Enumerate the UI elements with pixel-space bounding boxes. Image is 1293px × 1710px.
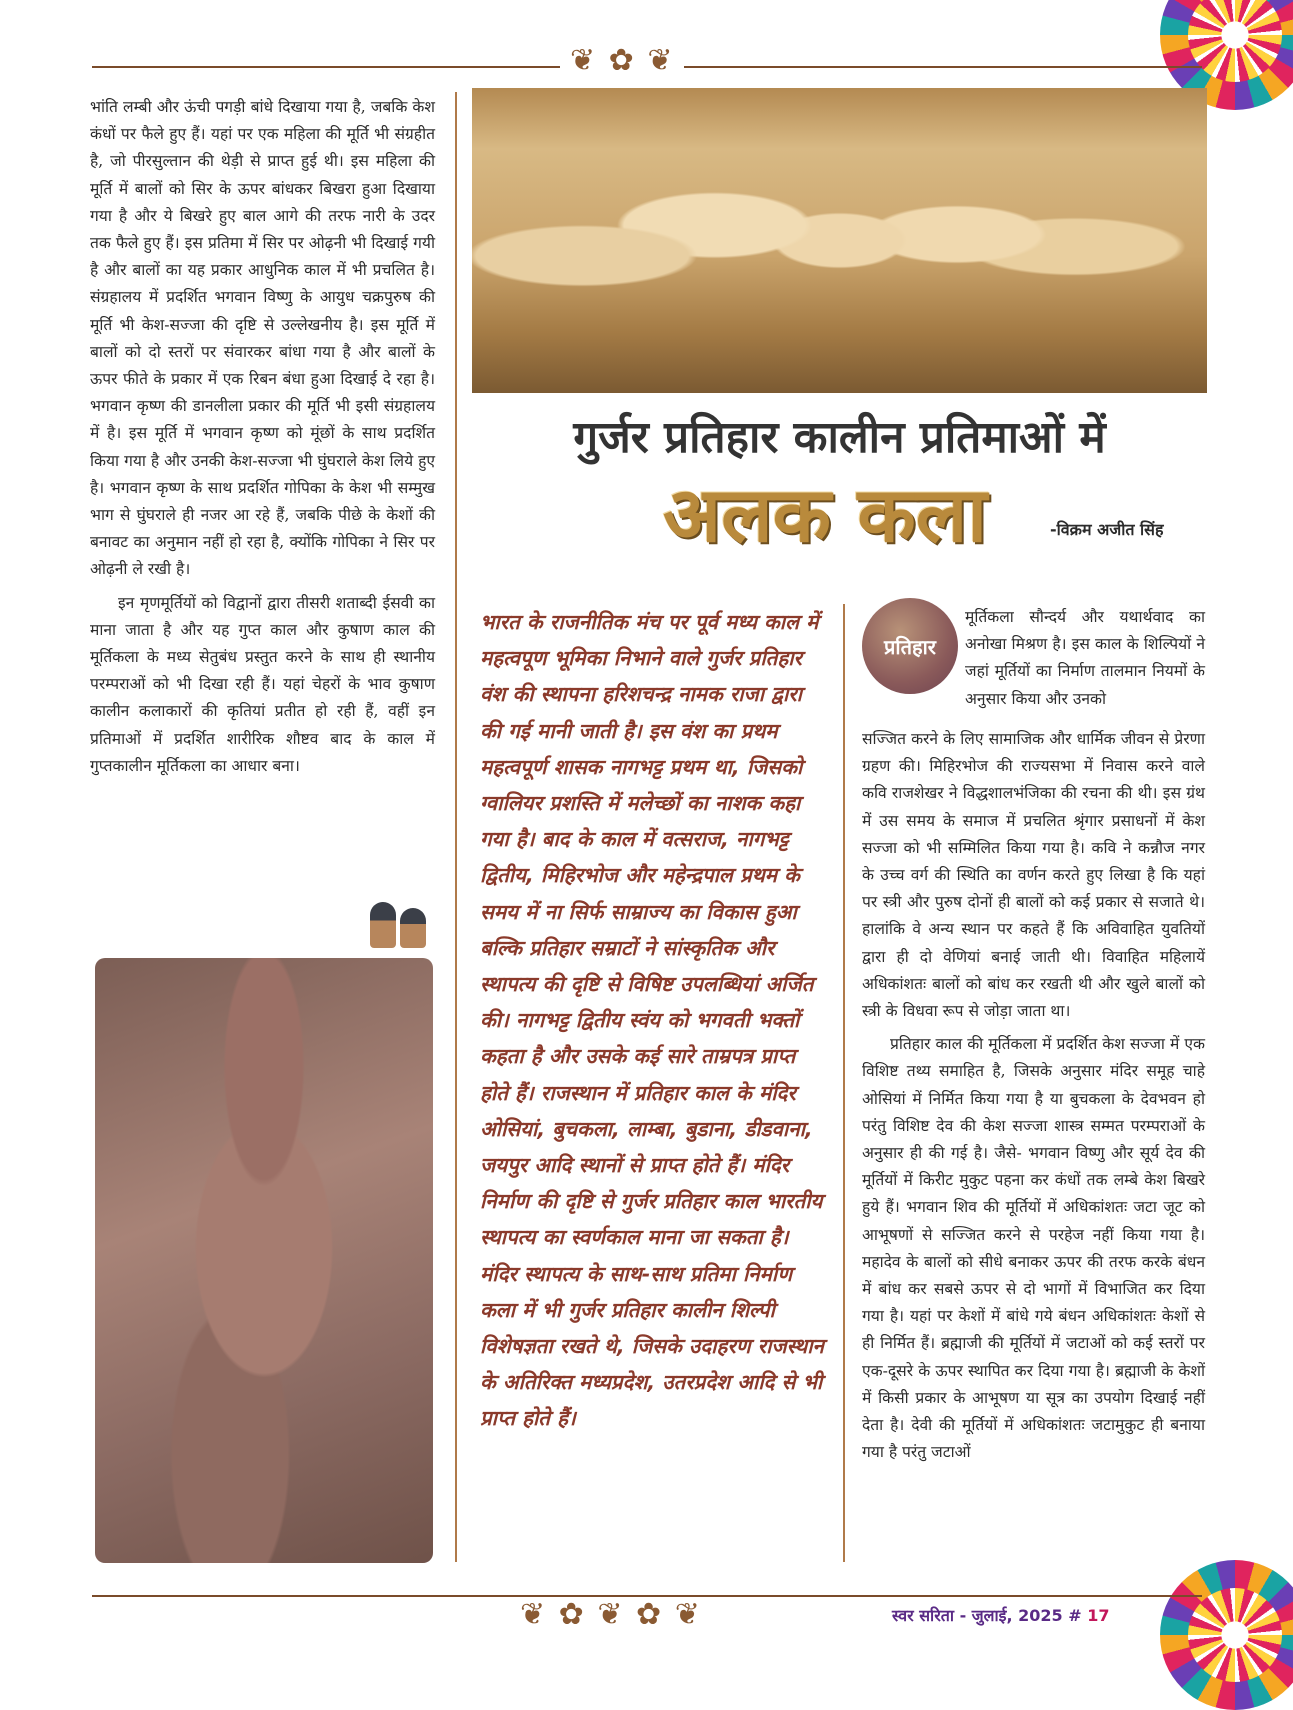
bottom-flourish-ornament: ❦ ✿ ❦ ✿ ❦ bbox=[520, 1597, 702, 1632]
column-divider-left bbox=[455, 92, 457, 1562]
article-title-line2: अलक कला bbox=[663, 470, 987, 559]
right-paragraph-2: प्रतिहार काल की मूर्तिकला में प्रदर्शित केश सज्जा में एक विशिष्ट तथ्य समाहित है, जिसके अनुसार मंदिर समूह चाहे ओसियां में निर्मित किया गया है या बुचकला के देवभवन हो परंतु विशिष्ट देव की केश सज्जा शास्त्र सम्मत परम्पराओं के अनुसार ही की गई है। जैसे- भगवान विष्णु और सूर्य देव की मूर्तियों में किरीट मुकुट पहना कर कंधों तक लम्बे केश बिखरे हुये हैं। भगवान शिव की मूर्तियों में अधिकांशतः जटा जूट को आभूषणों से सज्जित करने से परहेज नहीं किया गया है। महादेव के बालों को सीधे बनाकर ऊपर की तरफ करके बंधन में बांध कर सबसे ऊपर से दो भागों में विभाजित कर दिया गया है। यहां पर केशों में बांधे गये बंधन अधिकांशतः केशों से ही निर्मित हैं। ब्रह्माजी की मूर्तियों में जटाओं को कई स्तरों पर एक-दूसरे के ऊपर स्थापित कर दिया गया है। ब्रह्माजी के केशों में किसी प्रकार के आभूषण या सूत्र का उपयोग दिखाई नहीं देता है। देवी की मूर्तियों में अधिकांशतः जटामुकुट ही बनाया गया है परंतु जटाओं bbox=[862, 1035, 1205, 1462]
author-byline: -विक्रम अजीत सिंह bbox=[1050, 520, 1164, 539]
article-title-line1: गुर्जर प्रतिहार कालीन प्रतिमाओं में bbox=[573, 412, 1106, 463]
right-column-head bbox=[965, 604, 1205, 719]
drop-badge: प्रतिहार bbox=[862, 598, 958, 694]
top-flourish-ornament: ❦ ✿ ❦ bbox=[560, 46, 684, 76]
pull-quote: भारत के राजनीतिक मंच पर पूर्व मध्य काल में महत्वपूण भूमिका निभाने वाले गुर्जर प्रतिहार वंश की स्थापना हरिशचन्द्र नामक राजा द्वारा की गई मानी जाती है। इस वंश का प्रथम महत्वपूर्ण शासक नागभट्ट प्रथम था, जिसको ग्वालियर प्रशस्ति में मलेच्छों का नाशक कहा गया है। बाद के काल में वत्सराज, नागभट्ट द्वितीय, मिहिरभोज और महेन्द्रपाल प्रथम के समय में ना सिर्फ साम्राज्य का विकास हुआ बल्कि प्रतिहार सम्राटों ने सांस्कृतिक और स्थापत्य की दृष्टि से विषिष्ट उपलब्धियां अर्जित की। नागभट्ट द्वितीय स्वंय को भगवती भक्तों कहता है और उसके कई सारे ताम्रपत्र प्राप्त होते हैं। राजस्थान में प्रतिहार काल के मंदिर ओसियां, बुचकला, लाम्बा, बुडाना, डीडवाना, जयपुर आदि स्थानों से प्राप्त होते हैं। मंदिर निर्माण की दृष्टि से गुर्जर प्रतिहार काल भारतीय स्थापत्य का स्वर्णकाल माना जा सकता है। मंदिर स्थापत्य के साथ-साथ प्रतिमा निर्माण कला में भी गुर्जर प्रतिहार कालीन शिल्पी विशेषज्ञता रखते थे, जिसके उदाहरण राजस्थान के अतिरिक्त मध्यप्रदेश, उतरप्रदेश आदि से भी प्राप्त होते हैं। bbox=[480, 610, 824, 1431]
right-paragraph-1-head: मूर्तिकला सौन्दर्य और यथार्थवाद का अनोखा मिश्रण है। इस काल के शिल्पियों ने जहां मूर्तियों का निर्माण तालमान नियमों के अनुसार किया और उनको bbox=[965, 608, 1205, 708]
sandstone-statue-photo bbox=[95, 958, 433, 1563]
left-paragraph-2: इन मृणमूर्तियों को विद्वानों द्वारा तीसरी शताब्दी ईसवी का माना जाता है और यह गुप्त काल और कुषाण काल की मूर्तिकला के मध्य सेतुबंध प्रस्तुत करने के साथ ही स्थानीय परम्पराओं को भी दिखा रही हैं। यहां चेहरों के भाव कुषाण कालीन कलाकारों की कृतियां प्रतीत हो रही हैं, वहीं इन प्रतिमाओं में प्रदर्शित शारीरिक शौष्टव बाद के काल में गुप्तकालीन मूर्तिकला का आधार बना। bbox=[90, 593, 435, 775]
mandala-corner-bottom-right bbox=[1160, 1560, 1293, 1710]
left-paragraph-1: भांति लम्बी और ऊंची पगड़ी बांधे दिखाया गया है, जबकि केश कंधों पर फैले हुए हैं। यहां पर एक महिला की मूर्ति भी संग्रहीत है, जो पीरसुल्तान की थेड़ी से प्राप्त हुई थी। इस महिला की मूर्ति में बालों को सिर के ऊपर बांधकर बिखरा हुआ दिखाया गया है और ये बिखरे हुए बाल आगे की तरफ नारी के उदर तक फैले हुए हैं। इस प्रतिमा में सिर पर ओढ़नी भी दिखाई गयी है और बालों का यह प्रकार आधुनिक काल में भी प्रचलित है। संग्रहालय में प्रदर्शित भगवान विष्णु के आयुध चक्रपुरुष की मूर्ति भी केश-सज्जा की दृष्टि से उल्लेखनीय है। इस मूर्ति में बालों को दो स्तरों पर संवारकर बांधा गया है और बालों के ऊपर फीते के प्रकार में एक रिबन बंधा हुआ दिखाई दे रहा है। भगवान कृष्ण की डानलीला प्रकार की मूर्ति भी इसी संग्रहालय में है। इस मूर्ति में भगवान कृष्ण को मूंछों के साथ प्रदर्शित किया गया है और उनकी केश-सज्जा भी घुंघराले केश लिये हुए है। भगवान कृष्ण के साथ प्रदर्शित गोपिका के केश भी सम्मुख भाग से घुंघराले ही नजर आ रहे हैं, जबकि पीछे के केशों की बनावट का अनुमान नहीं हो रहा है, क्योंकि गोपिका ने सिर पर ओढ़नी ले रखी है। bbox=[90, 98, 435, 579]
magazine-name: स्वर सरिता - जुलाई, 2025 # bbox=[892, 1606, 1082, 1625]
temple-frieze-photo bbox=[472, 88, 1207, 393]
column-divider-right bbox=[843, 604, 845, 1562]
left-column bbox=[90, 94, 435, 786]
right-paragraph-1-rest: सज्जित करने के लिए सामाजिक और धार्मिक जीवन से प्रेरणा ग्रहण की। मिहिरभोज की राज्यसभा में निवास करने वाले कवि राजशेखर ने विद्धशालभंजिका की रचना की थी। इस ग्रंथ में उस समय के समाज में प्रचलित श्रृंगार प्रसाधनों में केश सज्जा को भी सम्मिलित किया गया है। कवि ने कन्नौज नगर के उच्च वर्ग की स्थिति का वर्णन करते हुए लिखा है कि यहां पर स्त्री और पुरुष दोनों ही बालों को कई प्रकार से सजाते थे। हालांकि वे अन्य स्थान पर कहते हैं कि अविवाहित युवतियों द्वारा ही दो वेणियां बनाई जाती थी। विवाहित महिलायें अधिकांशतः बालों को बांध कर रखती थी और खुले बालों को स्त्री के विधवा रूप से जोड़ा जाता था। bbox=[862, 730, 1205, 1021]
figurines-image bbox=[368, 900, 430, 948]
right-column bbox=[862, 726, 1205, 1472]
page-number: 17 bbox=[1087, 1606, 1110, 1625]
page-footer bbox=[892, 1604, 1110, 1626]
